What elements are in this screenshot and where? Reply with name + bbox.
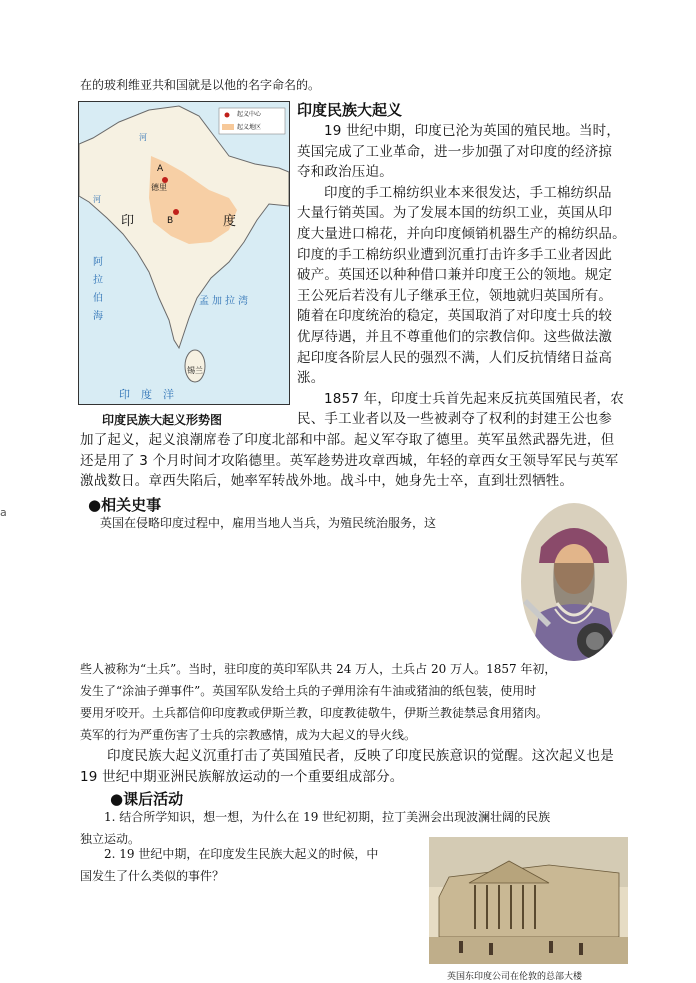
conclusion-line-a: 印度民族大起义沉重打击了英国殖民者，反映了印度民族意识的觉醒。这次起义也是 bbox=[107, 748, 614, 764]
related-line-2: 些人被称为“土兵”。当时，驻印度的英印军队共 24 万人，土兵占 20 万人。1857 年初， bbox=[80, 662, 557, 676]
related-title: ●相关史事 bbox=[88, 496, 162, 514]
map-label-delhi: 德里 bbox=[151, 183, 167, 192]
p2-line-a: 印度的手工棉纺织业本来很发达，手工棉纺织品 bbox=[324, 184, 612, 201]
company-building-photo bbox=[429, 837, 628, 964]
map-caption: 印度民族大起义形势图 bbox=[102, 413, 223, 427]
map-label-river1: 河 bbox=[139, 133, 147, 142]
p3-line-a: 1857 年，印度士兵首先起来反抗英国殖民者，农 bbox=[324, 390, 624, 407]
map-label-yin: 印 bbox=[121, 214, 135, 229]
activity-q1-line-a: 1. 结合所学知识，想一想，为什么在 19 世纪初期，拉丁美洲会出现波澜壮阔的民族 bbox=[104, 810, 551, 824]
map-label-ceylon: 锡兰 bbox=[187, 366, 203, 375]
map-label-du: 度 bbox=[223, 214, 237, 229]
marker-b bbox=[173, 209, 179, 215]
photo-caption: 英国东印度公司在伦敦的总部大楼 bbox=[447, 972, 583, 982]
p2-line-d: 印度的手工棉纺织业遭到沉重打击许多手工业者因此 bbox=[297, 246, 613, 263]
conclusion bbox=[80, 746, 628, 787]
p2-line-j: 涨。 bbox=[297, 370, 325, 387]
margin-mark: a bbox=[0, 506, 7, 519]
legend-area-label: 起义地区 bbox=[237, 124, 262, 131]
p2-line-h: 优厚待遇，并且不尊重他们的宗教信仰。这些做法激 bbox=[297, 328, 613, 345]
p3-line-d: 还是用了 3 个月时间才攻陷德里。英军趁势进攻章西城，年轻的章西女王领导军民与英军 bbox=[80, 452, 619, 469]
activity-q2 bbox=[80, 843, 420, 887]
building-svg bbox=[429, 837, 628, 964]
p2-line-c: 度大量进口棉花，并向印度倾销机器生产的棉纺织品。 bbox=[297, 225, 626, 242]
legend-area-swatch bbox=[222, 124, 234, 130]
activity-q2-line-b: 国发生了什么类似的事件？ bbox=[80, 869, 225, 883]
main-text-right bbox=[297, 121, 627, 430]
legend-center-label: 起义中心 bbox=[237, 111, 262, 118]
map-svg bbox=[79, 102, 289, 404]
p1-line-c: 夺和政治压迫。 bbox=[297, 164, 393, 181]
main-text-full bbox=[80, 430, 628, 492]
related-line-3: 发生了“涂油子弹事件”。英国军队发给土兵的子弹用涂有牛油或猪油的纸包装，使用时 bbox=[80, 684, 537, 698]
p3-line-e: 激战数日。章西失陷后，她率军转战外地。战斗中，她身先士卒，直到壮烈牺牲。 bbox=[80, 473, 574, 490]
map-label-bay-of-bengal: 孟加拉湾 bbox=[199, 296, 251, 307]
activity-q2-line-a: 2. 19 世纪中期，在印度发生民族大起义的时候，中 bbox=[104, 847, 379, 861]
p3-line-c: 加了起义，起义浪潮席卷了印度北部和中部。起义军夺取了德里。英军虽然武器先进，但 bbox=[80, 432, 615, 448]
conclusion-line-b: 19 世纪中期亚洲民族解放运动的一个重要组成部分。 bbox=[80, 768, 404, 785]
p3-line-b: 民、手工业者以及一些被剥夺了权利的封建王公也参 bbox=[297, 411, 613, 428]
top-line: 在的玻利维亚共和国就是以他的名字命名的。 bbox=[80, 78, 321, 92]
activity-q1-line-b: 独立运动。 bbox=[80, 832, 141, 846]
related-body bbox=[80, 658, 640, 746]
related-line-1: 英国在侵略印度过程中，雇用当地人当兵，为殖民统治服务，这 bbox=[100, 516, 437, 530]
section-title: 印度民族大起义 bbox=[297, 101, 403, 119]
map-label-a: A bbox=[157, 164, 164, 174]
p2-line-i: 起印度各阶层人民的强烈不满，人们反抗情绪日益高 bbox=[297, 349, 613, 366]
map-label-ocean: 印 度 洋 bbox=[119, 388, 174, 401]
related-line-4: 要用牙咬开。土兵都信仰印度教或伊斯兰教，印度教徒敬牛，伊斯兰教徒禁忌食用猪肉。 bbox=[80, 706, 549, 720]
activities-title: ●课后活动 bbox=[110, 790, 184, 808]
map-label-b: B bbox=[167, 216, 174, 226]
p2-line-b: 大量行销英国。为了发展本国的纺织工业，英国从印 bbox=[297, 205, 613, 222]
map-label-river2: 河 bbox=[93, 195, 101, 204]
p2-line-e: 破产。英国还以种种借口兼并印度王公的领地。规定 bbox=[297, 267, 613, 284]
related-line-5: 英军的行为严重伤害了士兵的宗教感情，成为大起义的导火线。 bbox=[80, 728, 417, 742]
legend-center-dot bbox=[225, 113, 230, 118]
p2-line-f: 王公死后若没有儿子继承王位，领地就归英国所有。 bbox=[297, 287, 613, 304]
map-label-arabian-sea: 阿拉伯海 bbox=[93, 257, 103, 322]
rani-portrait-svg bbox=[521, 503, 627, 661]
p1-line-a: 19 世纪中期，印度已沦为英国的殖民地。当时， bbox=[324, 123, 621, 139]
p1-line-b: 英国完成了工业革命，进一步加强了对印度的经济掠 bbox=[297, 143, 613, 160]
india-map bbox=[78, 101, 290, 405]
rani-portrait bbox=[521, 503, 627, 661]
p2-line-g: 随着在印度统治的稳定，英国取消了对印度士兵的较 bbox=[297, 308, 613, 325]
